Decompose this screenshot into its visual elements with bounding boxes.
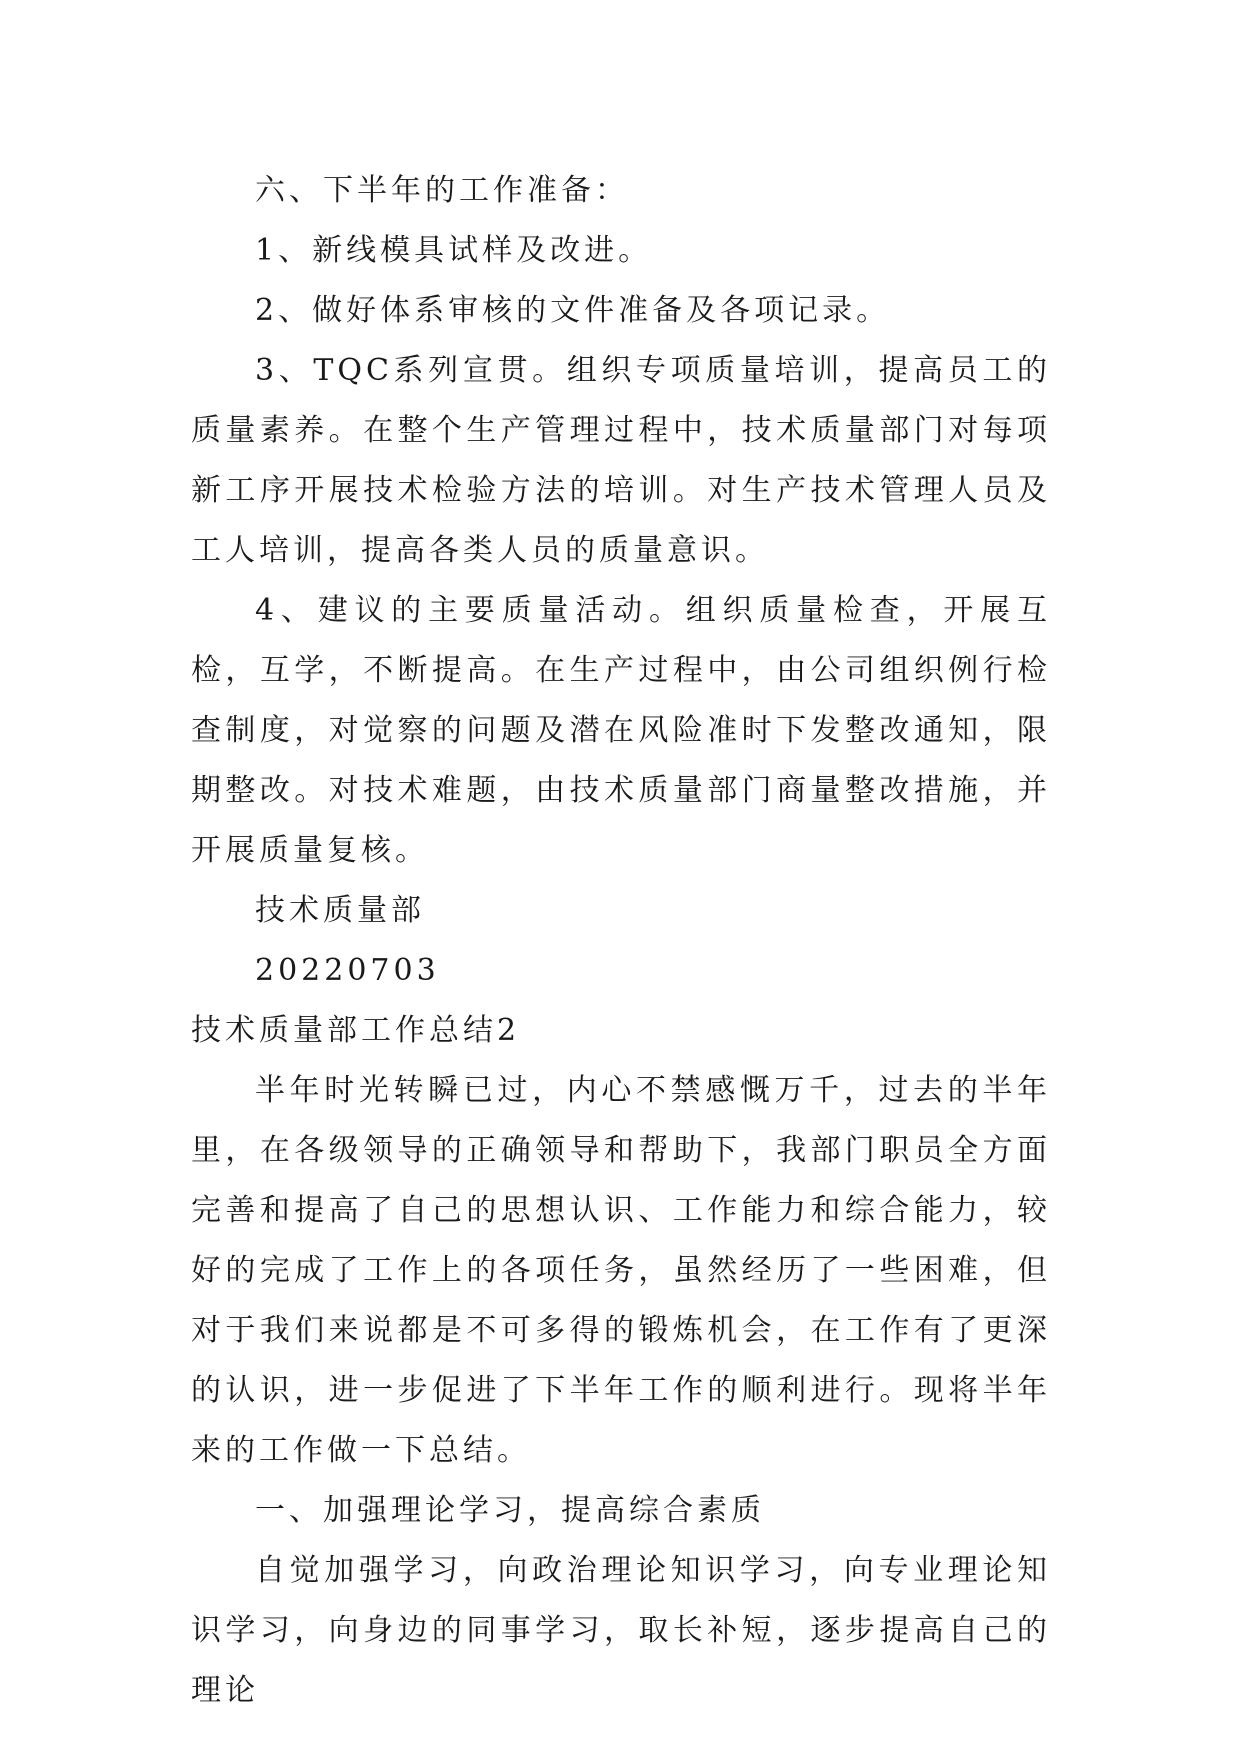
list-item-4: 4、建议的主要质量活动。组织质量检查，开展互检，互学，不断提高。在生产过程中，由公司组织例行检查制度，对觉察的问题及潜在风险准时下发整改通知，限期整改。对技术难题，由技术质量部门商量整改措施，并开展质量复核。 bbox=[191, 593, 1051, 868]
document-body bbox=[191, 161, 1051, 1721]
body-paragraph: 自觉加强学习，向政治理论知识学习，向专业理论知识学习，向身边的同事学习，取长补短，逐步提高自己的理论 bbox=[191, 1553, 1051, 1708]
section-heading-one: 一、加强理论学习，提高综合素质 bbox=[255, 1493, 765, 1528]
signature-department: 技术质量部 bbox=[255, 893, 425, 928]
intro-paragraph: 半年时光转瞬已过，内心不禁感慨万千，过去的半年里，在各级领导的正确领导和帮助下，我部门职员全方面完善和提高了自己的思想认识、工作能力和综合能力，较好的完成了工作上的各项任务，虽然经历了一些困难，但对于我们来说都是不可多得的锻炼机会，在工作有了更深的认识，进一步促进了下半年工作的顺利进行。现将半年来的工作做一下总结。 bbox=[191, 1073, 1051, 1468]
list-item-1: 1、新线模具试样及改进。 bbox=[255, 233, 653, 268]
list-item-3: 3、TQC系列宣贯。组织专项质量培训，提高员工的质量素养。在整个生产管理过程中，技术质量部门对每项新工序开展技术检验方法的培训。对生产技术管理人员及工人培训，提高各类人员的质量意识。 bbox=[191, 353, 1051, 568]
section-heading-six: 六、下半年的工作准备： bbox=[255, 173, 629, 208]
signature-date: 20220703 bbox=[255, 953, 440, 988]
document-title-2: 技术质量部工作总结2 bbox=[191, 1013, 521, 1048]
list-item-2: 2、做好体系审核的文件准备及各项记录。 bbox=[255, 293, 891, 328]
